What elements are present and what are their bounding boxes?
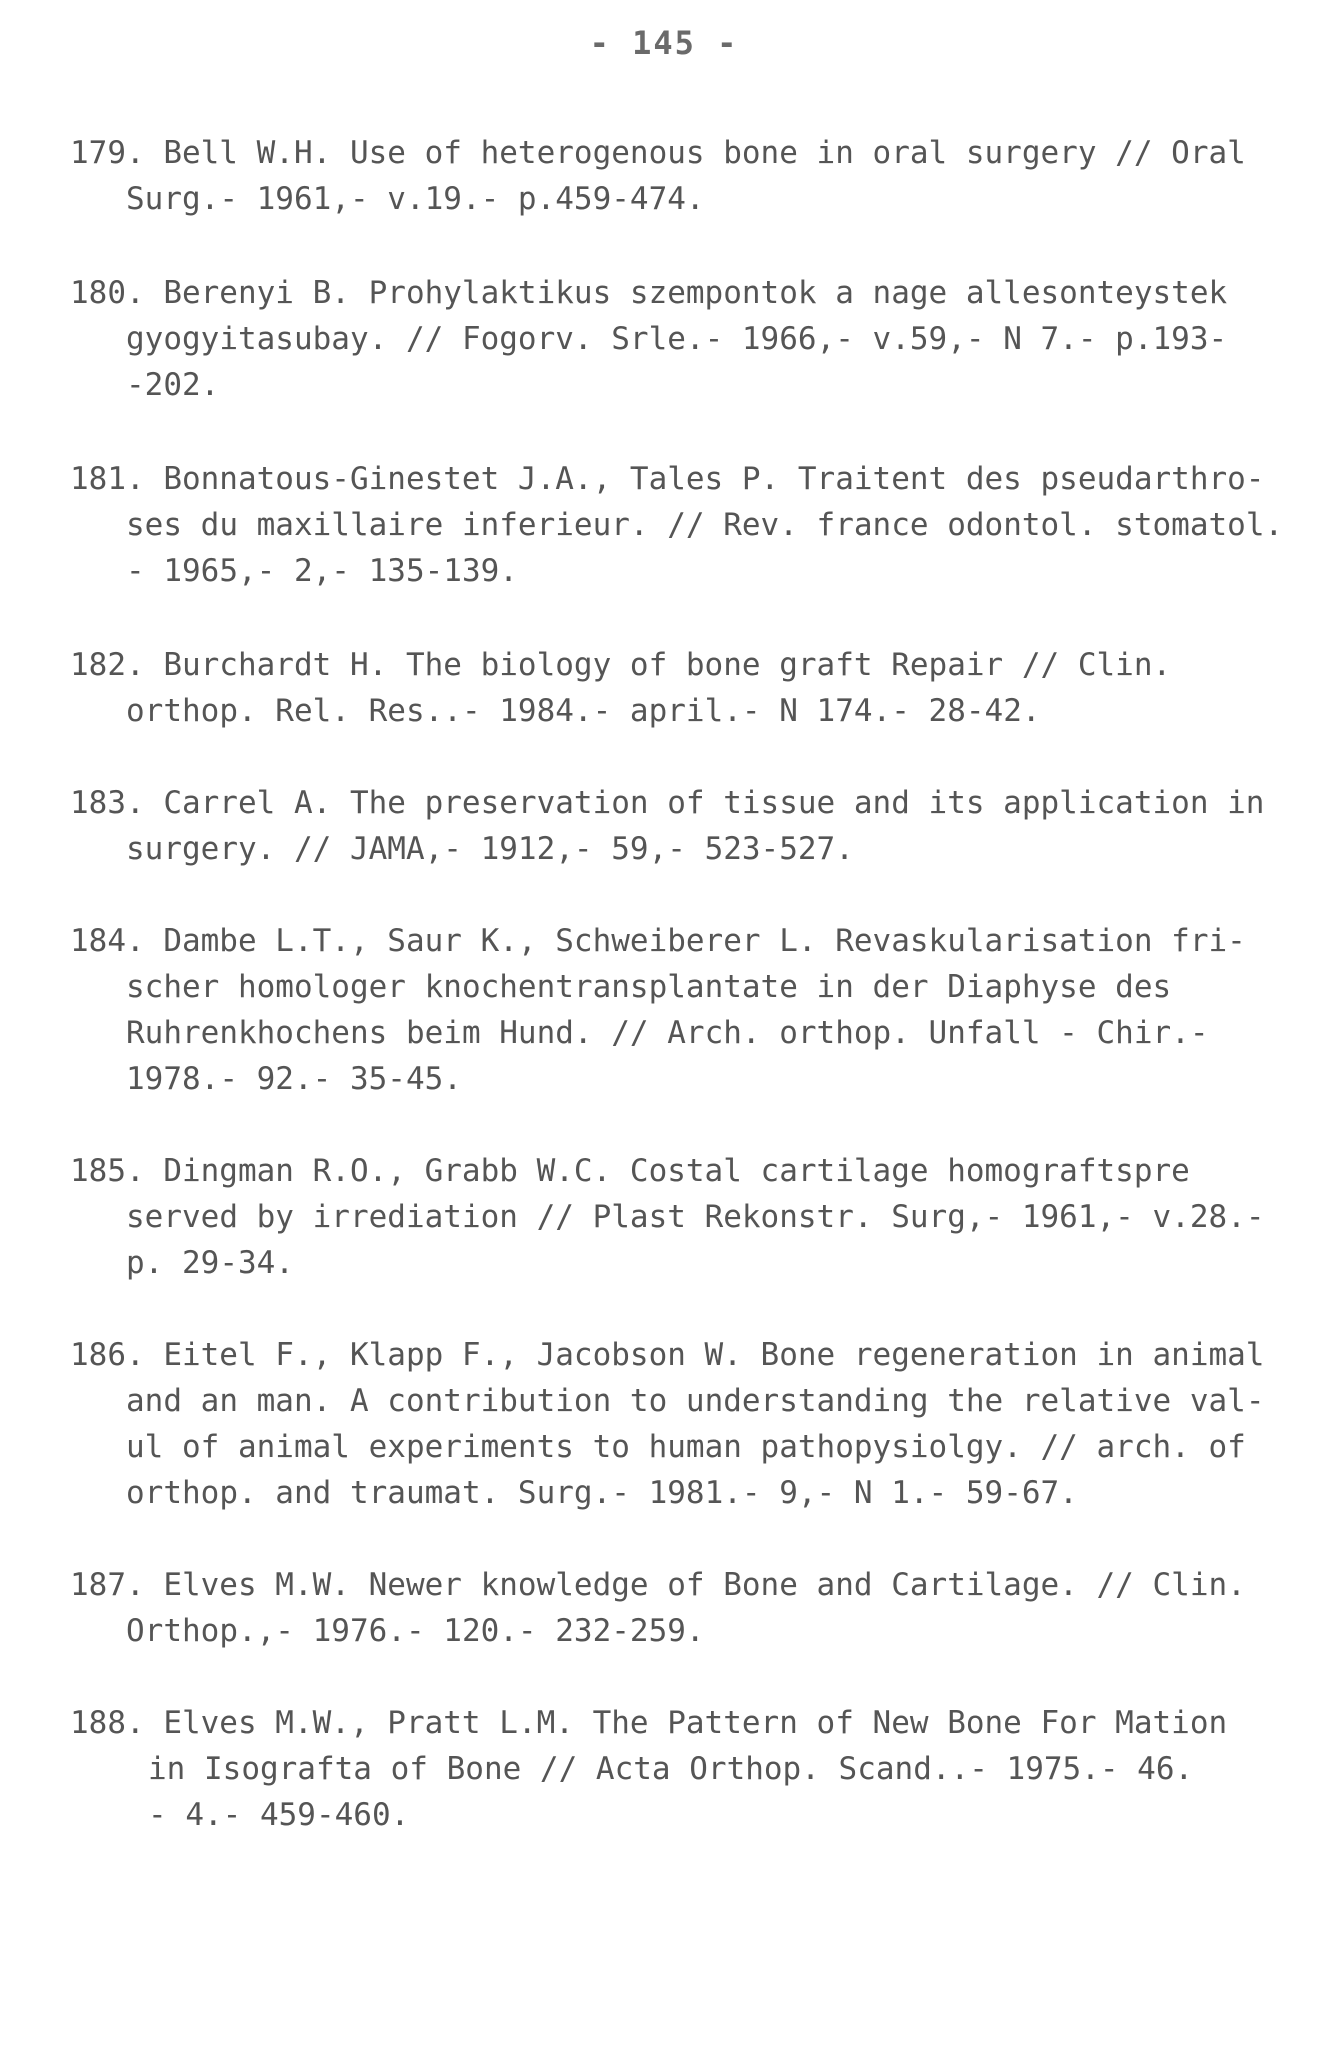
reference-line: 186. Eitel F., Klapp F., Jacobson W. Bone regeneration in animal [70, 1337, 1265, 1373]
reference-185 [70, 1148, 1270, 1286]
reference-line: surgery. // JAMA,- 1912,- 59,- 523-527. [126, 831, 854, 867]
page-number: - 145 - [589, 24, 739, 62]
reference-line: 1978.- 92.- 35-45. [126, 1061, 462, 1097]
reference-184 [70, 918, 1270, 1102]
reference-line: 181. Bonnatous-Ginestet J.A., Tales P. Traitent des pseudarthro- [70, 461, 1265, 497]
reference-line: 188. Elves M.W., Pratt L.M. The Pattern of New Bone For Mation [70, 1705, 1228, 1741]
reference-182 [70, 642, 1270, 734]
reference-line: 179. Bell W.H. Use of heterogenous bone in oral surgery // Oral [70, 135, 1246, 171]
reference-line: 180. Berenyi B. Prohylaktikus szempontok a nage allesonteystek [70, 275, 1228, 311]
reference-line: -202. [126, 367, 220, 403]
reference-line: Surg.- 1961,- v.19.- p.459-474. [126, 181, 705, 217]
reference-line: scher homologer knochentransplantate in der Diaphyse des [126, 969, 1172, 1005]
reference-line: and an man. A contribution to understanding the relative val- [126, 1383, 1265, 1419]
reference-line: - 4.- 459-460. [148, 1797, 410, 1833]
reference-180 [70, 270, 1270, 408]
reference-line: - 1965,- 2,- 135-139. [126, 553, 518, 589]
reference-line: ses du maxillaire inferieur. // Rev. france odontol. stomatol. [126, 507, 1284, 543]
reference-183 [70, 780, 1270, 872]
reference-line: p. 29-34. [126, 1245, 294, 1281]
reference-179 [70, 130, 1270, 222]
reference-181 [70, 456, 1284, 594]
reference-line: 185. Dingman R.O., Grabb W.C. Costal cartilage homograftspre [70, 1153, 1190, 1189]
reference-line: orthop. and traumat. Surg.- 1981.- 9,- N 1.- 59-67. [126, 1475, 1078, 1511]
reference-line: 183. Carrel A. The preservation of tissue and its application in [70, 785, 1265, 821]
reference-line: Orthop.,- 1976.- 120.- 232-259. [126, 1613, 705, 1649]
reference-line: gyogyitasubay. // Fogorv. Srle.- 1966,- v.59,- N 7.- p.193- [126, 321, 1228, 357]
reference-list [70, 130, 1284, 1838]
reference-186 [70, 1332, 1270, 1516]
reference-188 [70, 1700, 1270, 1838]
reference-line: Ruhrenkhochens beim Hund. // Arch. orthop. Unfall - Chir.- [126, 1015, 1209, 1051]
reference-line: 184. Dambe L.T., Saur K., Schweiberer L. Revaskularisation fri- [70, 923, 1246, 959]
reference-line: ul of animal experiments to human pathopysiolgy. // arch. of [126, 1429, 1246, 1465]
reference-line: orthop. Rel. Res..- 1984.- april.- N 174.- 28-42. [126, 693, 1041, 729]
reference-line: served by irrediation // Plast Rekonstr. Surg,- 1961,- v.28.- [126, 1199, 1265, 1235]
reference-line: in Isografta of Bone // Acta Orthop. Scand..- 1975.- 46. [148, 1751, 1194, 1787]
reference-line: 182. Burchardt H. The biology of bone graft Repair // Clin. [70, 647, 1172, 683]
reference-line: 187. Elves M.W. Newer knowledge of Bone and Cartilage. // Clin. [70, 1567, 1246, 1603]
reference-187 [70, 1562, 1270, 1654]
